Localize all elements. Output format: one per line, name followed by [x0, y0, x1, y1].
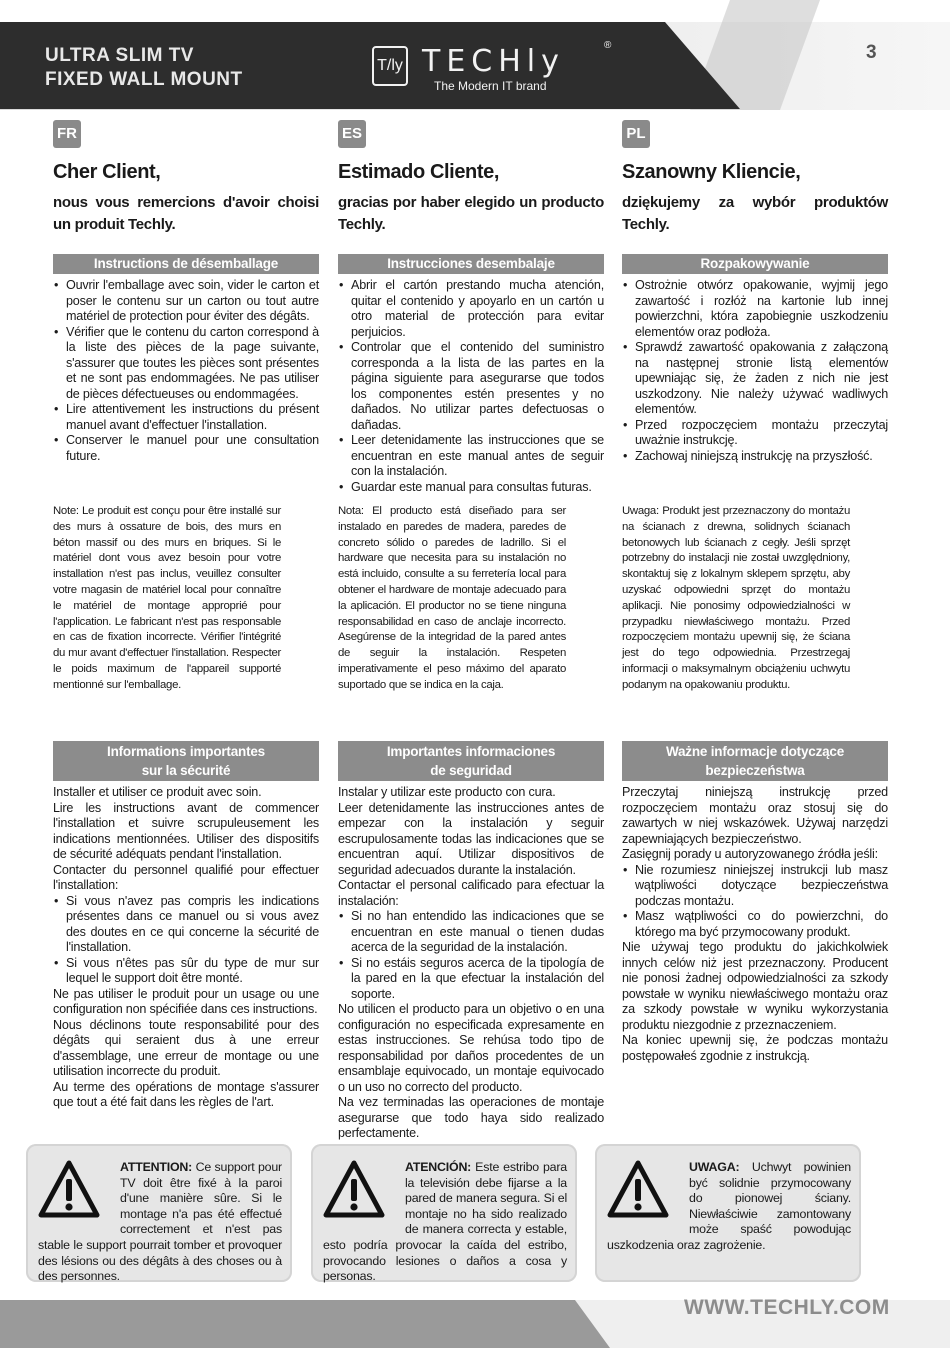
safety-section	[53, 727, 319, 1111]
warning-icon	[607, 1160, 689, 1224]
list-item: • Zachowaj niniejszą instrukcję na przyszłość.	[622, 449, 888, 465]
list-item: • Si vous n'êtes pas sûr du type de mur sur lequel le support doit être monté.	[53, 956, 319, 987]
product-title	[45, 44, 243, 92]
greeting: Szanowny Kliencie,	[622, 161, 801, 183]
safety-heading-line-1: Informations importantes	[107, 744, 265, 759]
footer-band	[0, 1300, 610, 1348]
safety-heading-line-1: Importantes informaciones	[386, 744, 556, 759]
warning-text	[607, 1160, 851, 1254]
paragraph: Ne pas utiliser le produit pour un usage ou une configuration non spécifiée dans ces instructions.	[53, 986, 319, 1016]
safety-heading	[53, 741, 319, 781]
unpacking-list	[622, 278, 888, 464]
paragraph: Na vez terminadas las operaciones de montaje asegurarse que todo haya sido realizado perfectamente.	[338, 1095, 604, 1140]
website-url: WWW.TECHLY.COM	[684, 1296, 890, 1319]
warning-title: UWAGA:	[689, 1160, 740, 1174]
unpacking-heading: Instrucciones desembalaje	[338, 254, 604, 274]
list-item: • Przed rozpoczęciem montażu przeczytaj uważnie instrukcję.	[622, 418, 888, 449]
unpacking-heading: Instructions de désemballage	[53, 254, 319, 274]
product-title-line-1: ULTRA SLIM TV	[45, 45, 194, 66]
list-item: • Vérifier que le contenu du carton correspond à la liste des pièces de la page suivante, s'assurer que toutes les pièces sont présentes et ne sont pas endommagées. Ne pas utiliser de pièces défectueuses ou endommagées.	[53, 325, 319, 403]
language-badge: ES	[338, 120, 366, 148]
list-item: • Si vous n'avez pas compris les indications présentes dans ce manuel ou si vous avez des doutes en ce qui concerne la sécurité de l'installation.	[53, 894, 319, 956]
list-item: • Abrir el cartón prestando mucha atención, quitar el contenido y apoyarlo en un cartón u otro material de protección para evitar perjuicios.	[338, 278, 604, 340]
paragraph: Installer et utiliser ce produit avec soin.	[53, 785, 262, 799]
safety-list	[338, 909, 604, 1002]
paragraph: Contacter du personnel qualifié pour effectuer l'installation:	[53, 862, 319, 892]
column-es	[338, 120, 604, 1140]
safety-heading-line-2: sur la sécurité	[141, 763, 231, 778]
list-item: • Lire attentivement les instructions du présent manuel avant d'effectuer l'installation.	[53, 402, 319, 433]
unpacking-list	[338, 278, 604, 495]
mounting-note: Uwaga: Produkt jest przeznaczony do montażu na ścianach z drewna, solidnych ścianach betonowych lub ścianach z cegły. Jeśli sprzęt potrzebny do instalacji nie został uwzględniony, skontaktuj się z lokalnym sklepem sprzętu, aby uzyskać odpowiedni sprzęt do montażu aplikacji. Nie ponosimy odpowiedzialności w przypadku niewłaściwego montażu. Przed rozpoczęciem montażu upewnij się, że ściana jest do tego odpowiednia. Przestrzegaj informacji o maksymalnym obciążeniu uchwytu podanym na opakowaniu produktu.	[622, 505, 850, 691]
unpacking-list	[53, 278, 319, 464]
list-item: • Conserver le manuel pour une consultation future.	[53, 433, 319, 464]
language-badge: FR	[53, 120, 81, 148]
list-item: • Controlar que el contenido del suministro corresponda a la lista de las partes en la página siguiente para asegurarse que todos los componentes estén presentes y no dañados. No utilizar partes defectuosas o dañadas.	[338, 340, 604, 433]
warning-title: ATTENTION:	[120, 1160, 193, 1174]
paragraph: Nous déclinons toute responsabilité pour des dégâts qui seraient dus à une erreur d'assemblage, une erreur de montage ou une utilisation incorrecte du produit.	[53, 1017, 319, 1078]
paragraph: Lire les instructions avant de commencer l'installation et suivre scrupuleusement les indications mentionnées. Utiliser des dispositifs de sécurité adéquats pendant l'installation.	[53, 800, 319, 861]
paragraph: Nie używaj tego produktu do jakichkolwiek innych celów niż jest przeznaczony. Producent nie ponosi żadnej odpowiedzialności za szkody powstałe w wyniku niewłaściwego montażu oraz za szkody powstałe w wyniku wykorzystania produktu niezgodnie z przeznaczeniem.	[622, 940, 888, 1032]
list-item: • Si no estáis seguros acerca de la tipología de la pared en la que efectuar la instalación del soporte.	[338, 956, 604, 1003]
paragraph: Instalar y utilizar este producto con cura.	[338, 785, 556, 799]
warning-box	[595, 1144, 861, 1282]
list-item: • Guardar este manual para consultas futuras.	[338, 480, 604, 496]
safety-list	[622, 863, 888, 941]
list-item: • Sprawdź zawartość opakowania z załączoną na następnej stronie listą elementów upewniając się, że żaden z nich nie jest uszkodzony. Nie należy używać wadliwych elementów.	[622, 340, 888, 418]
safety-heading-line-2: bezpieczeństwa	[705, 763, 805, 778]
page-number: 3	[866, 42, 877, 63]
paragraph: No utilicen el producto para un objetivo o en una configuración no especificada expresamente en estas instrucciones. Se rehúsa todo tipo de responsabilidad por daños procedentes de un ensamblaje equivocado, un montaje equivocado o un uso no correcto del producto.	[338, 1002, 604, 1094]
logo-tagline: The Modern IT brand	[434, 79, 547, 93]
safety-heading	[338, 741, 604, 781]
warning-title: ATENCIÓN:	[405, 1160, 472, 1174]
warning-icon	[38, 1160, 120, 1224]
safety-heading-line-2: de seguridad	[430, 763, 512, 778]
list-item: • Ouvrir l'emballage avec soin, vider le carton et poser le contenu sur un carton ou tout autre matériel de protection pour éviter des dégâts.	[53, 278, 319, 325]
paragraph: Zasięgnij porady u autoryzowanego źródła jeśli:	[622, 847, 878, 861]
paragraph: Leer detenidamente las instrucciones antes de empezar con la instalación y seguir escrupulosamente todas las indicaciones que se encuentran aquí. Utilizar dispositivos de seguridad adecuados durante la instalación.	[338, 800, 604, 877]
registered-mark: ®	[604, 40, 612, 51]
safety-list	[53, 894, 319, 987]
list-item: • Si no han entendido las indicaciones que se encuentran en este manual o tienen dudas acerca de la seguridad de la instalación.	[338, 909, 604, 956]
logo-wordmark: TECHly	[422, 44, 565, 79]
list-item: • Ostrożnie otwórz opakowanie, wyjmij jego zawartość i rozłóż na kartonie lub innej powierzchni, która zapobiegnie uszkodzeniu elementów oraz podłoża.	[622, 278, 888, 340]
safety-text	[622, 785, 888, 1064]
column-fr	[53, 120, 319, 1109]
greeting: Estimado Cliente,	[338, 161, 500, 183]
intro-text: nous vous remercions d'avoir choisi un produit Techly.	[53, 194, 319, 233]
safety-section	[622, 727, 888, 1064]
column-pl	[622, 120, 888, 1063]
warning-icon	[323, 1160, 405, 1224]
mounting-note: Nota: El producto está diseñado para ser instalado en paredes de madera, paredes de concreto sólido o paredes de ladrillo. Si el hardware que necesita para su instalación no está incluido, consulte a su ferretería local para obtener el hardware de montaje adecuado para la aplicación. El productor no se tiene ninguna responsabilidad en caso de anclaje incorrecto. Asegúrense de la integridad de la pared antes de seguir la instalación. Respeten imperativamente el peso máximo del aparato suportado que se indica en la caja.	[338, 505, 566, 691]
techly-logo	[372, 42, 622, 100]
safety-text	[338, 785, 604, 1142]
warning-box	[311, 1144, 577, 1282]
list-item: • Leer detenidamente las instrucciones que se encuentran en este manual antes de seguir con la instalación.	[338, 433, 604, 480]
unpacking-heading: Rozpakowywanie	[622, 254, 888, 274]
warning-body: Ce support pour TV doit être fixé à la paroi d'une manière sûre. Si le montage n'a pas été effectué correctement et n'est pas stable le support pourrait tomber et provoquer des lésions ou des dégâts à des choses ou à des personnes.	[38, 1160, 282, 1284]
warning-text	[323, 1160, 567, 1285]
warning-box	[26, 1144, 292, 1282]
language-badge: PL	[622, 120, 650, 148]
paragraph: Na koniec upewnij się, że podczas montażu postępowałeś zgodnie z instrukcją.	[622, 1033, 888, 1063]
safety-section	[338, 727, 604, 1142]
safety-text	[53, 785, 319, 1111]
product-title-line-2: FIXED WALL MOUNT	[45, 69, 243, 90]
paragraph: Au terme des opérations de montage s'assurer que tout a été fait dans les règles de l'art.	[53, 1079, 319, 1109]
mounting-note: Note: Le produit est conçu pour être installé sur des murs à ossature de bois, des murs en béton massif ou des murs en briques. Si le matériel dont vous avez besoin pour votre installation n'est pas inclus, veuillez consulter votre magasin de matériel local pour connaître le matériel de montage approprié pour l'application. Le fabricant n'est pas responsable en cas de fixation incorrecte. Vérifier l'intégrité du mur avant d'effectuer l'installation. Respecter le poids maximum de l'appareil supporté mentionné sur l'emballage.	[53, 505, 281, 691]
safety-heading-line-1: Ważne informacje dotyczące	[665, 744, 845, 759]
warning-body: Uchwyt powinien być solidnie przymocowany do pionowej ściany. Niewłaściwie zamontowany może spaść powodując uszkodzenia oraz zagrożenie.	[607, 1160, 851, 1252]
paragraph: Przeczytaj niniejszą instrukcję przed rozpoczęciem montażu oraz stosuj się do zawartych w niej wskazówek. Używaj narzędzi zapewniających bezpieczeństwo.	[622, 785, 888, 846]
greeting: Cher Client,	[53, 161, 161, 183]
warning-body: Este estribo para la televisión debe fijarse a la pared de manera segura. Si el montaje no ha sido realizado de manera correcta y estable, esto podría provocar la caída del estribo, provocando lesiones o daños a cosa y personas.	[323, 1160, 567, 1284]
intro-text: dziękujemy za wybór produktów Techly.	[622, 194, 888, 233]
safety-heading	[622, 741, 888, 781]
list-item: • Masz wątpliwości co do powierzchni, do którego ma być przymocowany produkt.	[622, 909, 888, 940]
intro-text: gracias por haber elegido un producto Techly.	[338, 194, 604, 233]
logo-mark: T/ly	[372, 46, 408, 86]
paragraph: Contactar el personal calificado para efectuar la instalación:	[338, 878, 604, 908]
warning-text	[38, 1160, 282, 1285]
list-item: • Nie rozumiesz niniejszej instrukcji lub masz wątpliwości dotyczące bezpieczeństwa podczas montażu.	[622, 863, 888, 910]
